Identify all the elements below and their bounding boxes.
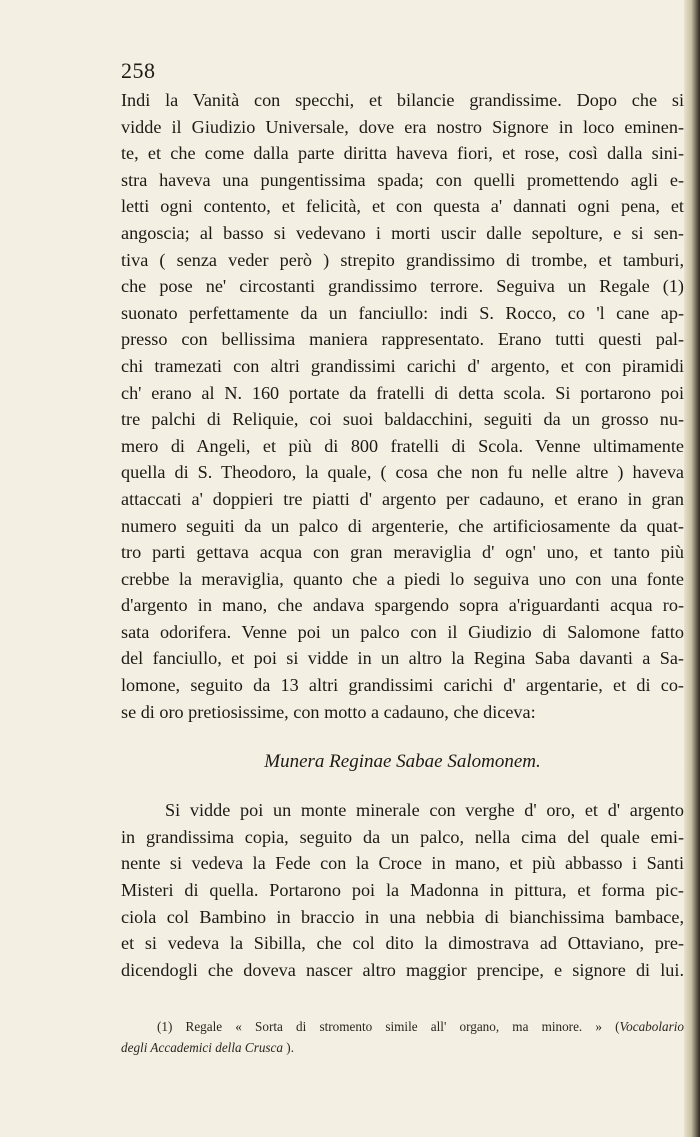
- text-line: ch' erano al N. 160 portate da fratelli di detta scola. Si portarono poi: [121, 382, 684, 403]
- paragraph-2: [121, 797, 684, 983]
- text-line: Misteri di quella. Portarono poi la Madonna in pittura, et forma pic-: [121, 880, 684, 901]
- text-line: et si vedeva la Sibilla, che col dito la dimostrava ad Ottaviano, pre-: [121, 933, 684, 954]
- text-line: presso con bellissima maniera rappresentato. Erano tutti questi pal-: [121, 329, 684, 350]
- text-line: dicendogli che doveva nascer altro maggior prencipe, e signore di lui.: [121, 959, 684, 980]
- footnote: [121, 1016, 684, 1058]
- text-line: del fanciullo, et poi si vidde in un altro la Regina Saba davanti a Sa-: [121, 648, 684, 669]
- text-line: Si vidde poi un monte minerale con verghe d' oro, et d' argento: [165, 800, 684, 821]
- page-edge-shadow: [684, 0, 700, 1137]
- text-line: angoscia; al basso si vedevano i morti uscir dalle sepolture, e si sen-: [121, 222, 684, 243]
- text-line: se di oro pretiosissime, con motto a cadauno, che diceva:: [121, 701, 536, 722]
- text-line: stra haveva una pungentissima spada; con quelli promettendo agli e-: [121, 169, 684, 190]
- text-line: lomone, seguito da 13 altri grandissimi carichi d' argentarie, et di co-: [121, 675, 684, 696]
- text-line: te, et che come dalla parte diritta haveva fiori, et rose, così dalla sini-: [121, 143, 684, 164]
- text-line: tro parti gettava acqua con gran meraviglia d' ogn' uno, et tanto più: [121, 542, 684, 563]
- footnote-text: (1) Regale « Sorta di stromento simile all' organo, ma minore. » (: [157, 1019, 620, 1034]
- text-line: che pose ne' circostanti grandissimo terrore. Seguiva un Regale (1): [121, 276, 684, 297]
- text-line: tre palchi di Reliquie, coi suoi baldacchini, seguiti da un grosso nu-: [121, 409, 684, 430]
- text-line: numero seguiti da un palco di argenterie, che artificiosamente da quat-: [121, 515, 684, 536]
- text-line: nente si vedeva la Fede con la Croce in mano, et più abbasso i Santi: [121, 853, 684, 874]
- text-line: ciola col Bambino in braccio in una nebbia di bianchissima bambace,: [121, 906, 684, 927]
- text-line: Indi la Vanità con specchi, et bilancie grandissime. Dopo che si: [121, 90, 684, 110]
- text-line: tiva ( senza veder però ) strepito grandissimo di trombe, et tamburi,: [121, 249, 684, 270]
- page-number: 258: [121, 58, 156, 83]
- text-line: mero di Angeli, et più di 800 fratelli di Scola. Venne ultimamente: [121, 435, 684, 456]
- footnote-text: ).: [283, 1040, 294, 1055]
- text-line: sata odorifera. Venne poi un palco con il Giudizio di Salomone fatto: [121, 621, 684, 642]
- text-line: letti ogni contento, et felicità, et con questa a' dannati ogni pena, et: [121, 196, 684, 217]
- text-line: quella di S. Theodoro, la quale, ( cosa che non fu nelle altre ) haveva: [121, 462, 684, 483]
- paragraph-1: [121, 87, 684, 725]
- footnote-line: [121, 1037, 684, 1058]
- text-line: attaccati a' doppieri tre piatti d' argento per cadauno, et erano in gran: [121, 488, 684, 509]
- motto-heading: Munera Reginae Sabae Salomonem.: [264, 751, 541, 773]
- text-line: in grandissima copia, seguito da un palco, nella cima del quale emi-: [121, 826, 684, 847]
- body-text: [121, 87, 684, 983]
- footnote-source: degli Accademici della Crusca: [121, 1040, 283, 1055]
- text-line: vidde il Giudizio Universale, dove era nostro Signore in loco eminen-: [121, 116, 684, 137]
- text-line: chi tramezati con altri grandissimi carichi d' argento, et con piramidi: [121, 355, 684, 376]
- text-line: crebbe la meraviglia, quanto che a piedi lo seguiva uno con una fonte: [121, 568, 684, 589]
- text-line: suonato perfettamente da un fanciullo: indi S. Rocco, co 'l cane ap-: [121, 302, 684, 323]
- footnote-source: Vocabolario: [619, 1019, 684, 1034]
- footnote-line: [121, 1016, 684, 1037]
- text-line: d'argento in mano, che andava spargendo sopra a'riguardanti acqua ro-: [121, 595, 684, 616]
